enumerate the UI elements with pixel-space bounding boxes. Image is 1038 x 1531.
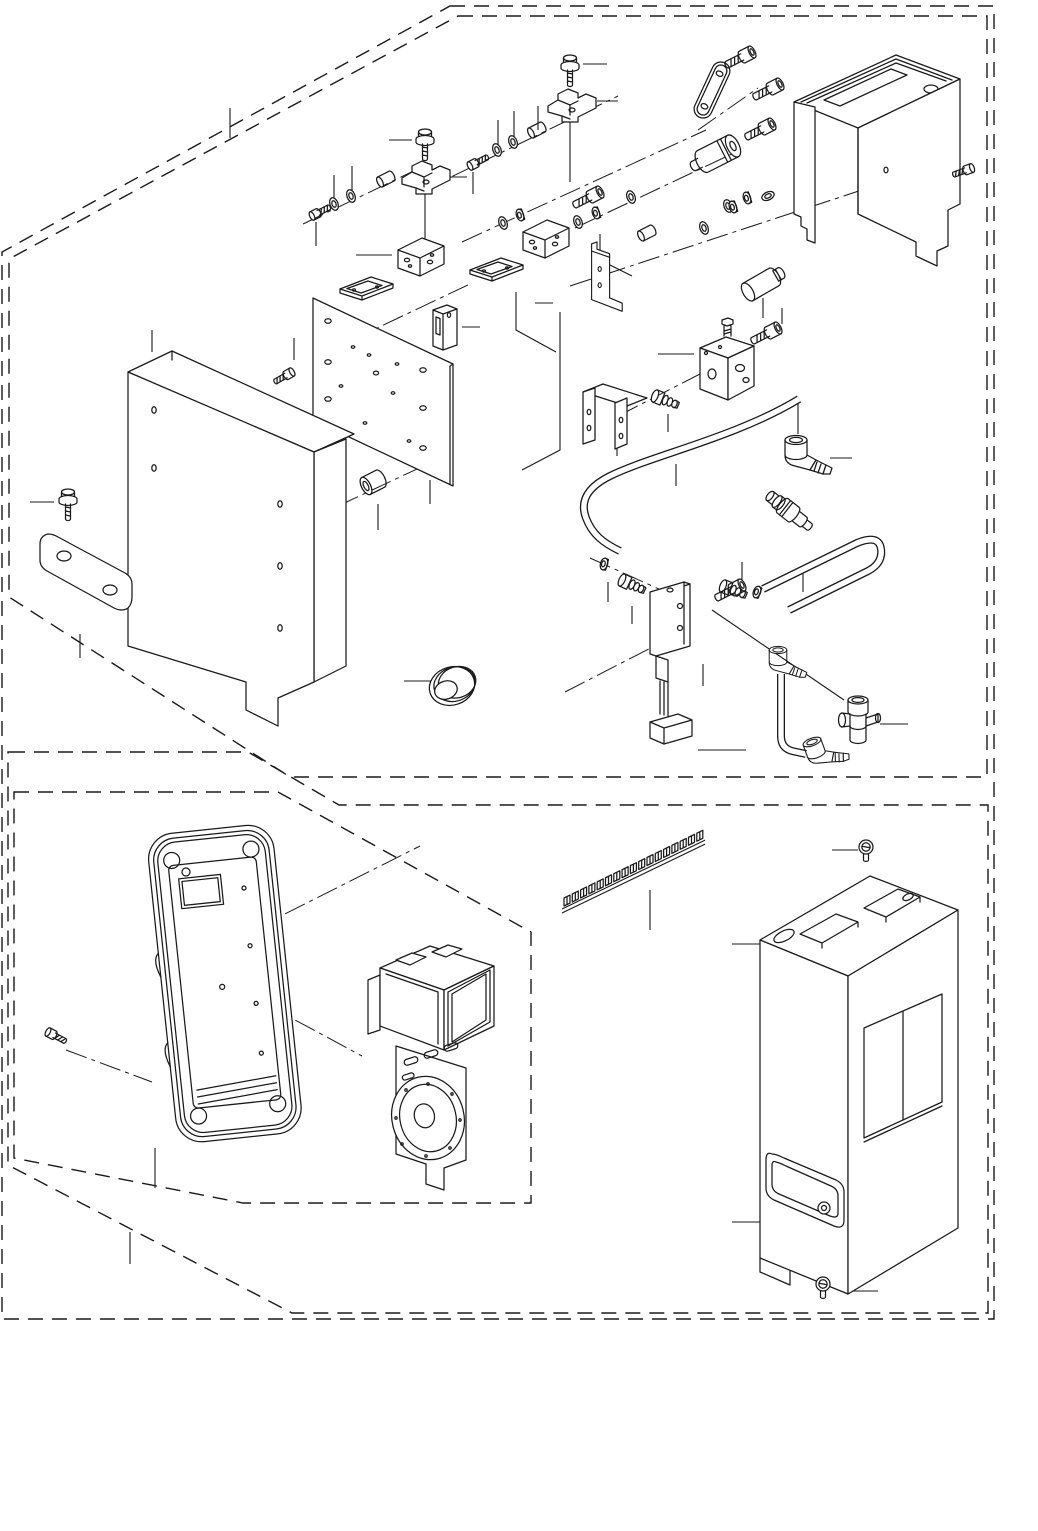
valve-block xyxy=(700,318,754,400)
socket-screw xyxy=(570,185,605,211)
terminal-strip-tooth xyxy=(581,887,587,898)
spacer-collar xyxy=(636,224,657,242)
terminal-strip-tooth xyxy=(664,847,670,858)
spacer-collar xyxy=(526,121,547,139)
terminal-strip-tooth xyxy=(630,863,636,874)
support-block xyxy=(398,238,444,276)
terminal-strip-tooth xyxy=(622,867,628,878)
muffler-fitting xyxy=(739,263,789,303)
terminal-strip-tooth xyxy=(697,830,703,841)
control-module xyxy=(368,945,494,1190)
angle-bracket xyxy=(592,242,623,311)
elbow-fitting xyxy=(785,436,832,475)
slotted-plate xyxy=(340,277,393,300)
socket-screw xyxy=(722,45,757,71)
support-block xyxy=(523,220,569,258)
pan-head-screw xyxy=(859,840,873,861)
link-plate xyxy=(691,59,733,121)
assembly-axis xyxy=(570,188,868,286)
terminal-strip-base xyxy=(562,840,705,909)
spacer-bushing xyxy=(358,468,389,496)
flange-bolt xyxy=(59,489,77,521)
cross-fitting xyxy=(839,696,881,744)
damper-cylinder xyxy=(686,133,744,178)
grommet xyxy=(424,660,481,711)
assembly-axis xyxy=(66,1050,152,1082)
nut xyxy=(591,206,602,220)
washer xyxy=(497,216,509,231)
top-cover-panel xyxy=(794,55,960,266)
elbow-fitting xyxy=(802,728,851,772)
socket-screw xyxy=(742,117,777,143)
terminal-strip-tooth xyxy=(614,871,620,882)
terminal-strip-tooth xyxy=(647,855,653,866)
terminal-strip-tooth xyxy=(655,851,661,862)
flange-screw xyxy=(272,367,296,386)
terminal-strip-base xyxy=(562,844,705,913)
washer xyxy=(572,215,584,230)
washer xyxy=(698,221,710,236)
washer xyxy=(625,190,637,205)
terminal-strip-tooth xyxy=(606,875,612,886)
washer xyxy=(507,135,519,150)
cable-clamp-block xyxy=(402,161,450,194)
washer xyxy=(760,190,775,203)
guide-block xyxy=(433,305,457,350)
terminal-strip-tooth xyxy=(597,879,603,890)
nut xyxy=(599,557,609,570)
nut xyxy=(515,208,526,222)
slotted-plate xyxy=(470,258,523,281)
nut xyxy=(742,191,753,205)
cable-clamp-block xyxy=(548,89,596,122)
terminal-strip-tooth xyxy=(564,895,570,906)
socket-screw xyxy=(748,321,783,347)
projection-line xyxy=(522,312,560,470)
flange-bolt xyxy=(561,55,579,87)
pan-head-screw xyxy=(816,1277,830,1298)
machine-screw xyxy=(466,153,490,171)
terminal-strip-tooth xyxy=(672,842,678,853)
terminal-strip-tooth xyxy=(589,883,595,894)
socket-screw xyxy=(750,77,785,103)
front-cover xyxy=(143,823,304,1145)
terminal-strip-tooth xyxy=(572,891,578,902)
pressure-switch xyxy=(650,582,692,744)
terminal-strip-tooth xyxy=(689,834,695,845)
projection-line xyxy=(516,292,556,352)
tube-nut xyxy=(752,585,763,599)
terminal-strip-tooth xyxy=(680,838,686,849)
check-valve-fitting xyxy=(762,487,816,535)
flange-bolt xyxy=(416,129,434,161)
main-enclosure xyxy=(760,876,958,1294)
foot-plate xyxy=(40,534,132,610)
u-bend-tube-core xyxy=(763,540,881,610)
terminal-strip-tooth xyxy=(639,859,645,870)
tapping-screw xyxy=(44,1027,68,1046)
spacer-collar xyxy=(375,170,396,188)
washer xyxy=(491,143,503,158)
sensor-bracket xyxy=(583,384,647,449)
washer xyxy=(345,189,357,204)
